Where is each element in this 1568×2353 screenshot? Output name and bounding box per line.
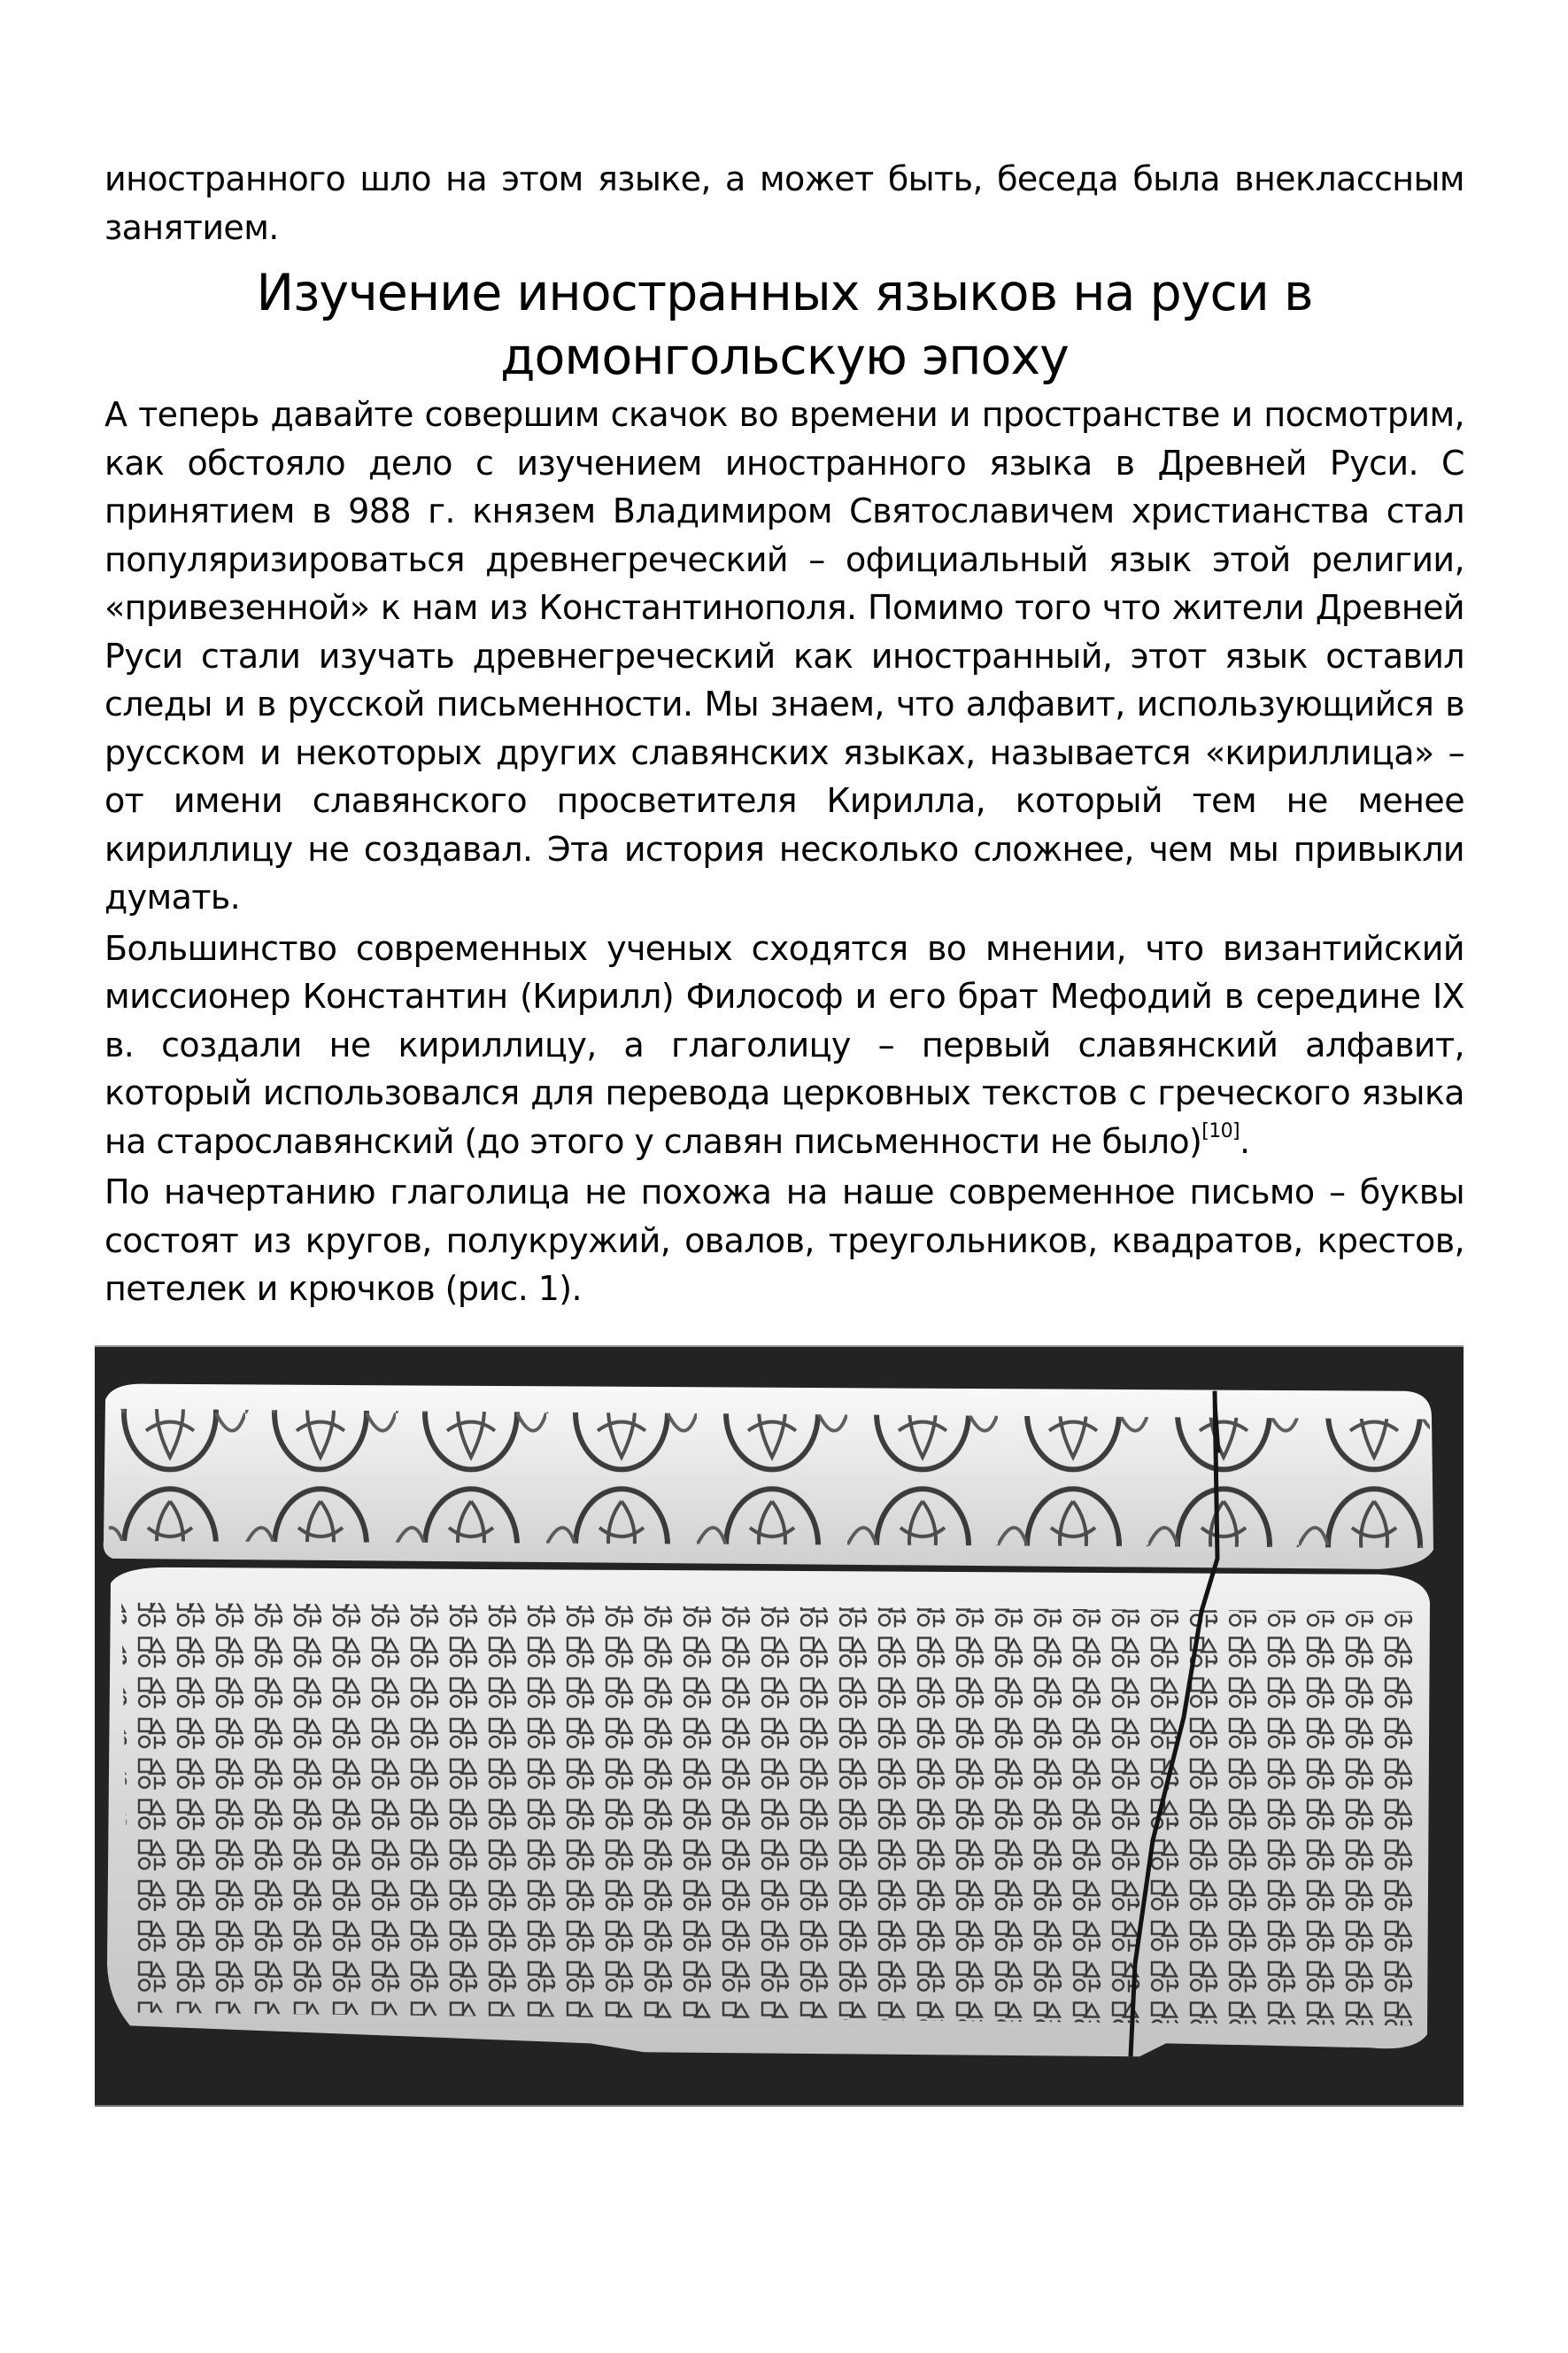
section-heading	[104, 261, 1464, 389]
paragraph-end-punctuation: .	[1240, 1121, 1250, 1161]
section-heading-line-1: Изучение иностранных языков на руси в	[256, 264, 1313, 322]
tablet-vine-ornament	[107, 1409, 1430, 1548]
glagolitic-tablet-image	[95, 1347, 1464, 2105]
glagolitic-glyphs	[121, 1603, 1418, 2026]
paragraph-cyrillic-history: А теперь давайте совершим скачок во времени и пространстве и посмотрим, как обстояло дело с изучением иностранного языка в Древней Руси. С принятием в 988 г. князем Владимиром Святославичем христианства стал популяризироваться древнегреческий – официальный язык этой религии, «привезенной» к нам из Константинополя. Помимо того что жители Древней Руси стали изучать древнегреческий как иностранный, этот язык оставил следы и в русской письменности. Мы знаем, что алфавит, использующийся в русском и некоторых других славянских языках, называется «кириллица» – от имени славянского просветителя Кирилла, который тем не менее кириллицу не создавал. Эта история несколько сложнее, чем мы привыкли думать.	[104, 395, 1464, 917]
figure-glagolitic-tablet	[95, 1345, 1464, 2107]
paragraph-glagolitic-shapes: По начертанию глаголица не похожа на наше современное письмо – буквы состоят из кругов, полукружий, овалов, треугольников, квадратов, крестов, петелек и крючков (рис. 1).	[104, 1173, 1464, 1308]
footnote-reference[interactable]: [10]	[1201, 1119, 1240, 1142]
intro-paragraph: иностранного шло на этом языке, а может быть, беседа была внеклассным занятием.	[104, 159, 1464, 247]
paragraph-glagolitic-origin	[104, 925, 1464, 1166]
document-page	[104, 155, 1464, 1313]
paragraph-glagolitic-origin-text: Большинство современных ученых сходятся во мнении, что византийский миссионер Константин (Кирилл) Философ и его брат Мефодий в середине IX в. создали не кириллицу, а глаголицу – первый славянский алфавит, который использовался для перевода церковных текстов с греческого языка на старославянский (до этого у славян письменности не было)	[104, 928, 1464, 1161]
section-heading-line-2: домонгольскую эпоху	[500, 328, 1069, 386]
